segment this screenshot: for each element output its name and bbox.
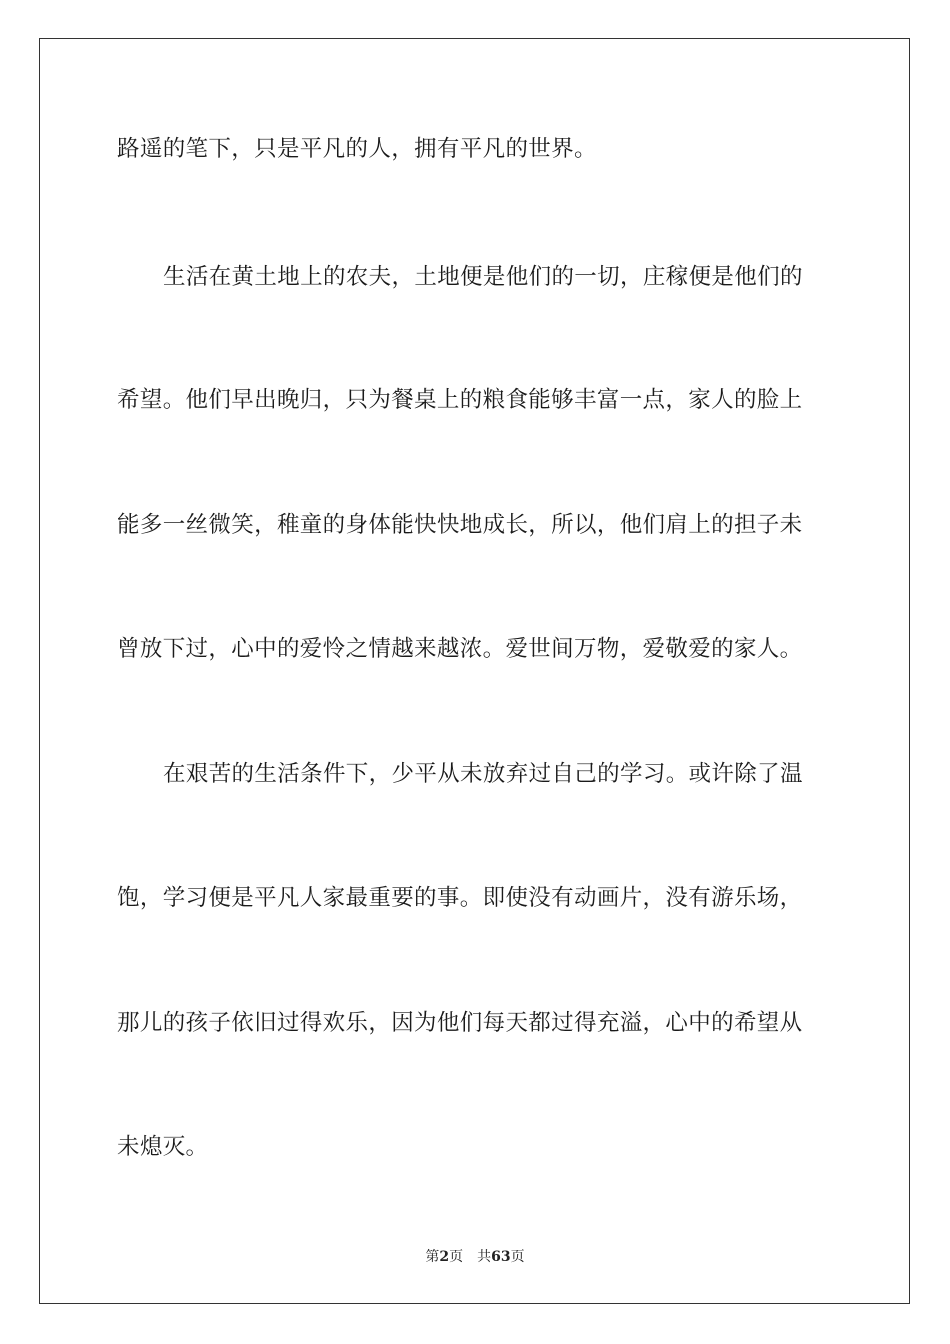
text-line-4: 能多一丝微笑，稚童的身体能快快地成长，所以，他们肩上的担子未	[117, 512, 803, 538]
page-border	[39, 38, 910, 1304]
page-suffix: 页	[449, 1249, 464, 1265]
text-line-9: 未熄灭。	[117, 1134, 209, 1160]
page-prefix: 第	[425, 1249, 440, 1265]
page-footer	[0, 1248, 950, 1266]
text-line-6: 在艰苦的生活条件下，少平从未放弃过自己的学习。或许除了温	[163, 761, 803, 787]
text-line-8: 那儿的孩子依旧过得欢乐，因为他们每天都过得充溢，心中的希望从	[117, 1010, 803, 1036]
text-line-5: 曾放下过，心中的爱怜之情越来越浓。爱世间万物，爱敬爱的家人。	[117, 636, 803, 662]
text-line-2: 生活在黄土地上的农夫，土地便是他们的一切，庄稼便是他们的	[163, 264, 803, 290]
total-suffix: 页	[510, 1249, 525, 1265]
total-pages: 63	[491, 1249, 511, 1265]
text-line-3: 希望。他们早出晚归，只为餐桌上的粮食能够丰富一点，家人的脸上	[117, 387, 803, 413]
text-line-7: 饱，学习便是平凡人家最重要的事。即使没有动画片，没有游乐场，	[117, 885, 803, 911]
text-line-1: 路遥的笔下，只是平凡的人，拥有平凡的世界。	[117, 136, 597, 162]
page-number: 2	[439, 1249, 450, 1265]
total-prefix: 共	[477, 1249, 492, 1265]
